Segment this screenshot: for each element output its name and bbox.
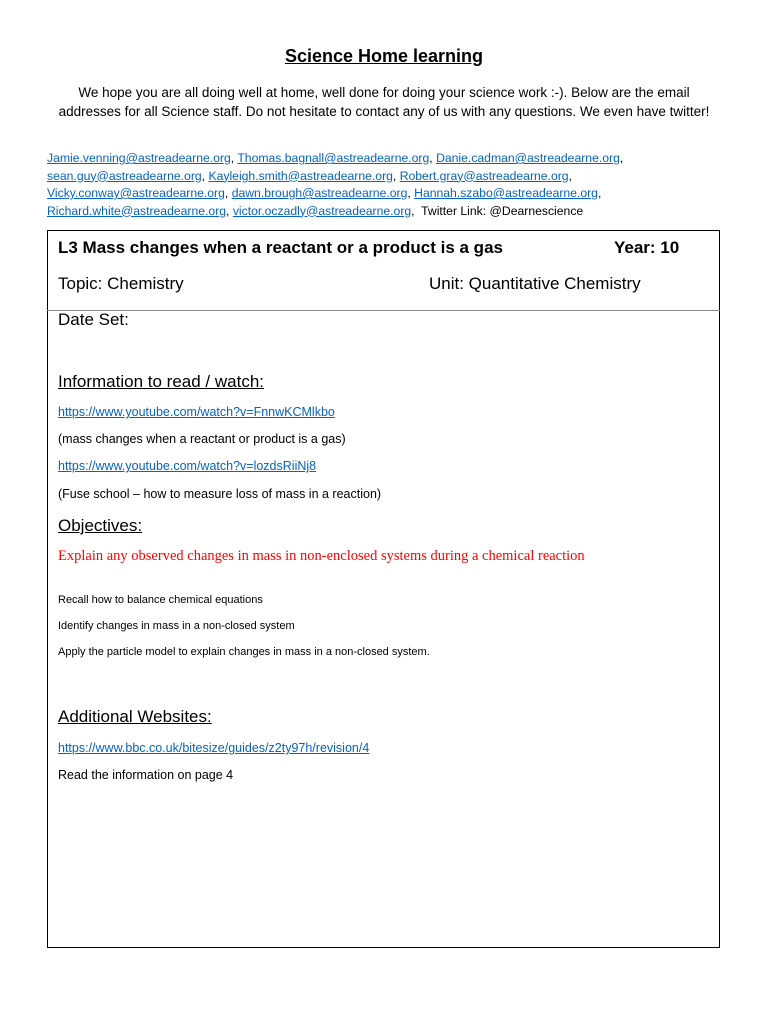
website-link[interactable]: https://www.bbc.co.uk/bitesize/guides/z2ty97h/revision/4 xyxy=(58,741,370,755)
video-link[interactable]: https://www.youtube.com/watch?v=lozdsRiiNj8 xyxy=(58,459,317,473)
main-objective: Explain any observed changes in mass in non-enclosed systems during a chemical reaction xyxy=(58,548,585,564)
email-link[interactable]: dawn.brough@astreadearne.org xyxy=(231,186,408,200)
email-link[interactable]: Thomas.bagnall@astreadearne.org xyxy=(237,151,430,165)
date-set-label: Date Set: xyxy=(58,310,129,329)
objective-item: Recall how to balance chemical equations xyxy=(58,594,263,606)
email-link[interactable]: Danie.cadman@astreadearne.org xyxy=(436,151,620,165)
video-link[interactable]: https://www.youtube.com/watch?v=FnnwKCMlkbo xyxy=(58,405,335,419)
video-note: (mass changes when a reactant or product is a gas) xyxy=(58,432,346,446)
email-link[interactable]: Vicky.conway@astreadearne.org xyxy=(47,186,225,200)
email-link[interactable]: victor.oczadly@astreadearne.org xyxy=(232,203,412,218)
objective-item: Identify changes in mass in a non-closed system xyxy=(58,620,295,632)
email-link[interactable]: sean.guy@astreadearne.org xyxy=(47,168,202,183)
email-link[interactable]: Kayleigh.smith@astreadearne.org xyxy=(208,168,393,183)
email-link[interactable]: Hannah.szabo@astreadearne.org xyxy=(414,186,598,200)
objectives-heading: Objectives: xyxy=(58,516,143,535)
twitter-link-text: Twitter Link: @Dearnescience xyxy=(421,203,584,218)
objective-item: Apply the particle model to explain changes in mass in a non-closed system. xyxy=(58,646,430,658)
email-link[interactable]: Richard.white@astreadearne.org xyxy=(47,203,227,218)
staff-email-list: Jamie.venning@astreadearne.org, Thomas.bagnall@astreadearne.org, Danie.cadman@astreadearne.org, sean.guy@astreadearne.org, Kayleigh.smith@astreadearne.org, Robert.gray@astreadearne.org, Vicky.conway@astreadearne.org, dawn.brough@astreadearne.org, Hannah.szabo@astreadearne.org, Richard.white@astreadearne.org, victor.oczadly@astreadearne.org, Twitter Link: @Dearnescience xyxy=(47,151,624,218)
header-divider xyxy=(47,310,720,311)
email-link[interactable]: Robert.gray@astreadearne.org xyxy=(399,168,569,183)
website-note: Read the information on page 4 xyxy=(58,768,234,782)
topic-label: Topic: Chemistry xyxy=(58,274,184,293)
lesson-box xyxy=(47,230,720,948)
video-note: (Fuse school – how to measure loss of mass in a reaction) xyxy=(58,487,382,501)
email-link[interactable]: Jamie.venning@astreadearne.org xyxy=(47,151,231,165)
unit-label: Unit: Quantitative Chemistry xyxy=(429,274,641,293)
websites-heading: Additional Websites: xyxy=(58,707,212,726)
intro-text: We hope you are all doing well at home, well done for doing your science work :-). Below are the email addresses for all Science staff. Do not hesitate to contact any of us with any questions. We even have twitter! xyxy=(58,85,710,119)
page-title: Science Home learning xyxy=(284,46,484,66)
lesson-title: L3 Mass changes when a reactant or a product is a gas xyxy=(58,238,503,257)
info-heading: Information to read / watch: xyxy=(58,372,264,391)
year-label: Year: 10 xyxy=(614,238,680,257)
